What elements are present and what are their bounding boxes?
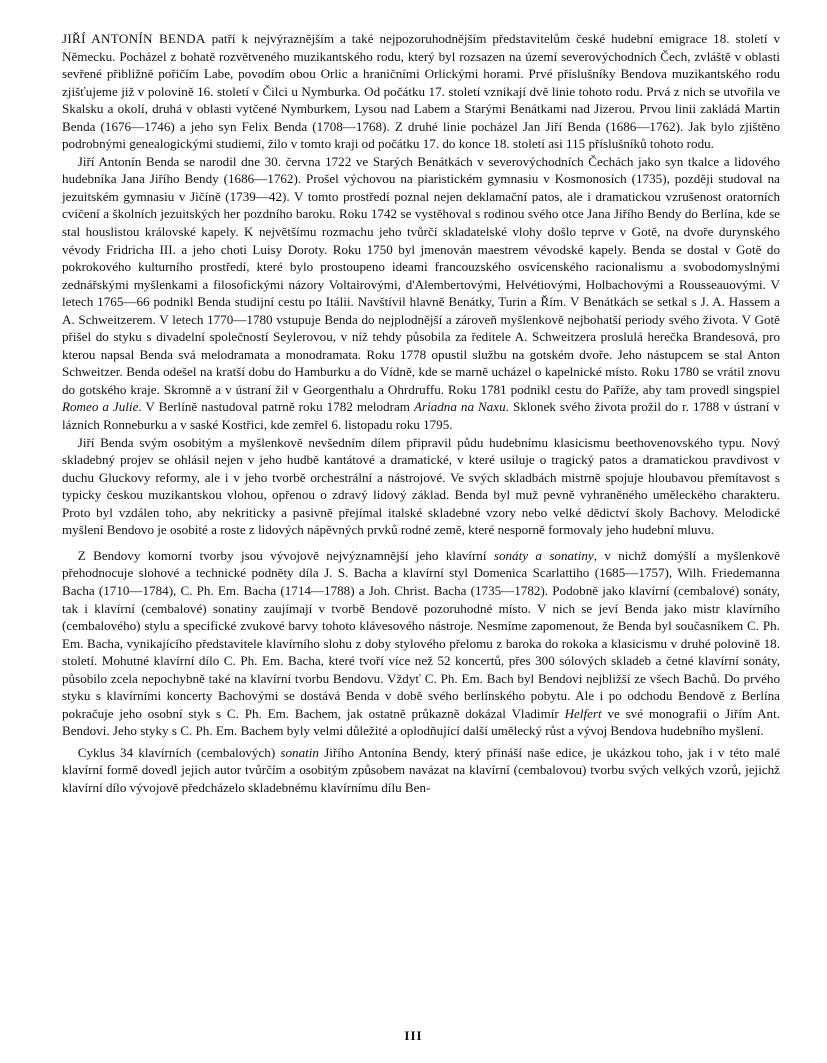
paragraph-text: ve své monografii o Jiřím Ant. Bendovi. Jeho styky s C. Ph. Em. Bachem byly velmi důležité a oplodňující další umělecký růst a vývoj Bendova hudebního myšlení. xyxy=(62,705,781,739)
paragraph-text: Jiří Benda svým osobitým a myšlenkově nevšedním dílem připravil půdu hudebnímu klasicismu beethovenovského typu. Nový skladebný projev se ohlásil nejen v jeho hudbě kantátové a dramatické, v které usiluje o tragický patos a dramatickou pravdivost v duchu Gluckovy reformy, ale i v jeho tvorbě orchestrální a nástrojové. Ve svých skladbách mistrně spojuje hloubavou přemítavost s typicky českou muzikantskou vlohou, opřenou o zdravý lidový základ. Benda byl muž pevně vyhraněného uměleckého charakteru. Proto byl vzdálen toho, aby nekriticky a pasivně přejímal italské skladebné vzory nebo velké dědictví školy Bachovy. Melodické myšlení Bendovo je osobité a roste z lidových nápěvných prvků rodné země, které nesporně formovaly jeho hudební mluvu. xyxy=(62,434,780,538)
paragraph-text: , v nichž domýšlí a myšlenkově přehodnocuje slohové a technické podněty díla J. S. Bacha a klavírní styl Domenica Scarlattiho (1685—1757), Wilh. Friedemanna Bacha (1710—1784), C. Ph. Em. Bacha (1714—1788) a Joh. Christ. Bacha (1735—1782). Podobně jako klavírní (cembalové) sonáty, tak i klavírní (cembalové) sonatiny zaujímají v tvorbě Bendově pozoruhodné místo. V nich se jeví Benda jako mistr klavírního (cembalového) stylu a specifické zvukové barvy tohoto klávesového nástroje. Nesmíme zapomenout, že Benda byl současníkem C. Ph. Em. Bacha, vynikajícího představitele klavírního slohu z doby stylového přelomu z baroka do rokoka a klasicismu v druhé polovině 18. století. Mohutné klavírní dílo C. Ph. Em. Bacha, které tvoří více než 52 koncertů, přes 300 sólových skladeb a četné klavírní sonáty, působilo zcela nepochybně také na klavírní tvorbu Bendovu. Vždyť C. Ph. Em. Bach byl Bendovi nejbližší ze všech Bachů. Do prvého styku s klavírními koncerty Bachovými se dostává Benda v době svého berlínského pobytu. Ale i po odchodu Bendově z Berlína pokračuje jeho osobní styk s C. Ph. Em. Bachem, jak ostatně průkazně dokázal Vladimír xyxy=(62,547,780,721)
paragraph-intro xyxy=(62,30,780,153)
paragraph-chamber-works xyxy=(62,547,780,740)
paragraph-text: . Sklonek svého života prožil do r. 1788 v ústraní v lázních Ronneburku a v saské Kostřici, kde zemřel 6. listopadu roku 1795. xyxy=(62,399,780,433)
paragraph-text: . V Berlíně nastudoval patrně roku 1782 melodram xyxy=(138,399,410,415)
work-title-sonatas: sonáty a sonatiny xyxy=(493,547,594,563)
work-title-ariadna: Ariadna na Naxu xyxy=(413,399,506,415)
paragraph-text: Jiří Antonín Benda se narodil dne 30. června 1722 ve Starých Benátkách v severovýchodních Čechách jako syn tkalce a lidového hudebníka Jana Jiřího Bendy (1686—1762). Prošel výchovou na piaristickém gymnasiu v Kosmonosích (1735), později studoval na jezuitském gymnasiu v Jičíně (1739—42). V tomto prostředí poznal nejen deklamační patos, ale i dramatickou vzrušenost oratorních cvičení a školních jezuitských her pozdního baroku. Roku 1742 se vystěhoval s rodinou svého otce Jana Jiřího Bendy do Berlína, kde se stal houslistou královské kapely. K největšímu rozmachu jeho tvůrčí skladatelské vlohy došlo teprve v Gotě, na dvoře durynského vévody Fridricha III. a jeho choti Luisy Doroty. Roku 1750 byl jmenován maestrem vévodské kapely. Benda se dostal v Gotě do pokrokového kulturního prostředí, které bylo prostoupeno ideami francouzského osvícenského racionalismu a svobodomyslnými zednářskými myšlenkami a filosofickými názory Voltairovými, d'Alembertovými, Helvétiovými, Holbachovými a Rousseauovými. V letech 1765—66 podnikl Benda studijní cestu po Itálii. Navštívil hlavně Benátky, Turin a Řím. V Benátkách se setkal s J. A. Hassem a A. Schweitzerem. V letech 1770—1780 vstupuje Benda do nejplodnější a zároveň myšlenkově nejbohatší periody svého života. V Gotě přišel do styku s divadelní společností Seylerovou, v níž tehdy působila za ředitele A. Schweitzera proslulá herečka Brandesová, pro kterou napsal Benda svá melodramata a monodramata. Roku 1778 opustil službu na gotském dvoře. Jeho nástupcem se stal Anton Schweitzer. Benda odešel na kratší dobu do Hamburku a do Vídně, kde se marně ucházel o kapelnické místo. Roku 1780 se vrátil znovu do gotského kraje. Skromně a v ústraní žil v Georgenthalu a Ohrdruffu. Roku 1781 podnikl cestu do Paříže, aby tam provedl singspiel xyxy=(62,153,780,397)
paragraph-biography xyxy=(62,153,780,434)
paragraph-text: Cyklus 34 klavírních (cembalových) xyxy=(77,744,276,760)
work-title-sonatin: sonatin xyxy=(280,744,319,760)
paragraph-style xyxy=(62,434,780,539)
page-number: III xyxy=(404,1028,423,1043)
work-title-romeo: Romeo a Julie xyxy=(62,399,139,415)
document-body xyxy=(62,30,780,797)
paragraph-text: Z Bendovy komorní tvorby jsou vývojově nejvýznamnější jeho klavírní xyxy=(77,547,487,563)
paragraph-text: Jiřího Antonína Bendy, který přináší naše edice, je ukázkou toho, jak i v této malé klavírní formě dovedl jejich autor tvůrčím a osobitým způsobem navázat na klavírní (cembalovou) tvorbu svých velkých vzorů, jejichž klavírní dílo vývojově předcházelo skladebnému klavírnímu dílu Ben- xyxy=(62,744,780,795)
paragraph-text: patří k nejvýraznějším a také nejpozoruhodnějším představitelům české hudební emigrace 18. století v Německu. Pocházel z bohatě rozvětveného muzikantského rodu, který byl rozsazen na území severovýchodních Čech, zvláště v oblasti sevřené přibližně pořičím Labe, povodím obou Orlic a hraničními Orlickými horami. Prvé příslušníky Bendova muzikantského rodu zjišťujeme již v polovině 16. století v Čilci u Nymburka. Od počátku 17. století vznikají dvě linie tohoto rodu. Prvá z nich se utvořila ve Skalsku a okolí, druhá v oblasti vytčené Nymburkem, Lysou nad Labem a Starými Benátkami nad Jizerou. Prvou linii zakládá Martin Benda (1676—1746) a jeho syn Felix Benda (1708—1768). Z druhé linie pocházel Jan Jiří Benda (1686—1762). Jak bylo zjištěno podrobnými genealogickými studiemi, žilo v tomto kraji od počátku 17. do konce 18. století asi 115 příslušníků tohoto rodu. xyxy=(62,31,780,152)
author-name-heading: JIŘÍ ANTONÍN BENDA xyxy=(62,31,206,46)
paragraph-cycle xyxy=(62,744,780,797)
author-name-helfert: Helfert xyxy=(564,705,602,721)
